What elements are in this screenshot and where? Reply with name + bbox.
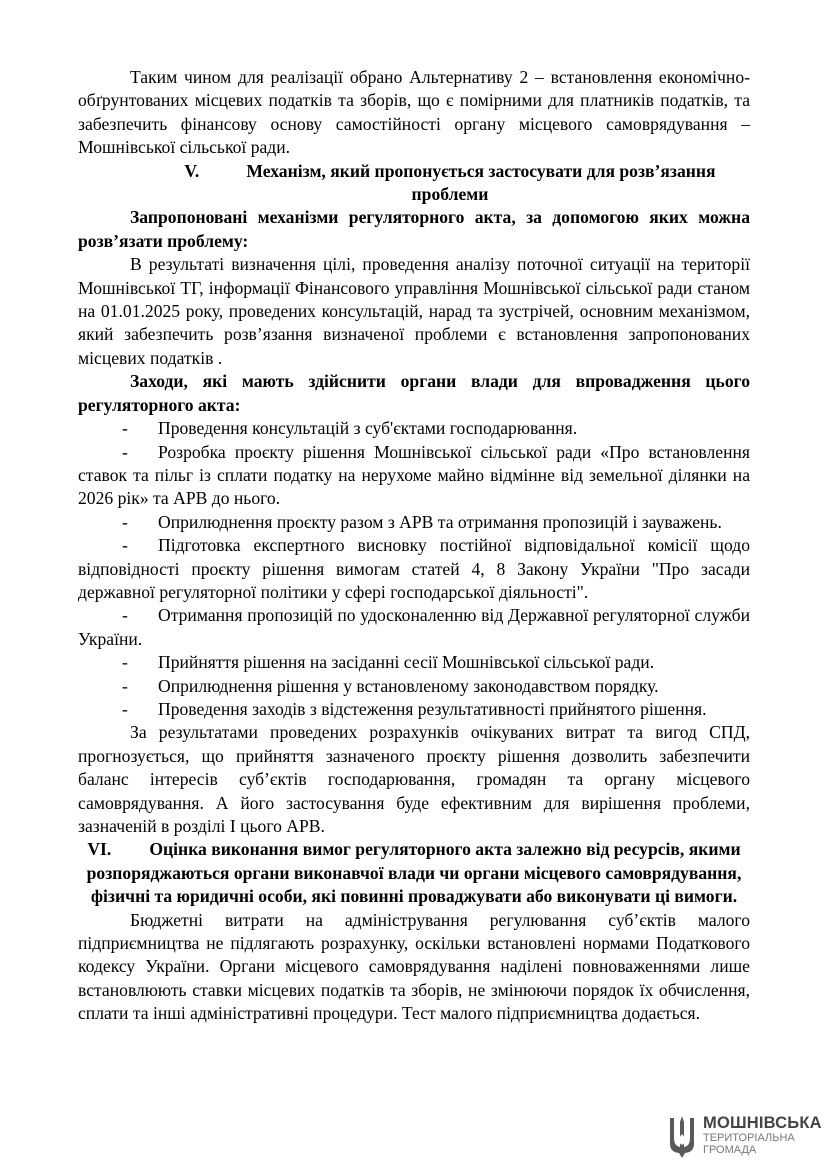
list-item-text: Проведення заходів з відстеження результативності прийнятого рішення.	[158, 698, 707, 719]
section-vi-number: VI.	[87, 839, 112, 860]
paragraph-alternative: Таким чином для реалізації обрано Альтернативу 2 – встановлення економічно-обґрунтованих місцевих податків та зборів, що є помірними для платників податків, та забезпечить фінансову основу самостійності органу місцевого самоврядування – Мошнівської сільської ради.	[78, 67, 750, 158]
paragraph-results: За результатами проведених розрахунків очікуваних витрат та вигод СПД, прогнозується, що прийняття зазначеного проєкту рішення дозволить забезпечити баланс інтересів суб’єктів господарювання, громадян та органу місцевого самоврядування. А його застосування буде ефективним для вирішення проблеми, зазначеній в розділі І цього АРВ.	[78, 722, 750, 836]
paragraph-budget: Бюджетні витрати на адміністрування регулювання суб’єктів малого підприємництва не підлягають розрахунку, оскільки встановлені нормами Податкового кодексу України. Органи місцевого самоврядування наділені повноваженнями лише встановлюють ставки місцевих податків та зборів, не змінюючи порядок їх обчислення, сплати та інші адміністративні процедури. Тест малого підприємництва додається.	[78, 909, 750, 1024]
list-item	[78, 511, 750, 534]
section-v-title: Механізм, який пропонується застосувати для розв’язання проблеми	[246, 160, 716, 205]
measures-list	[78, 417, 750, 721]
list-item-text: Підготовка експертного висновку постійної відповідальної комісії щодо відповідності проєкту рішення вимогам статей 4, 8 Закону України "Про засади державної регуляторної політики у сфері господарської діяльності".	[78, 535, 750, 602]
section-v-number: V.	[184, 160, 200, 181]
paragraph-mechanism: В результаті визначення цілі, проведення аналізу поточної ситуації на території Мошнівської ТГ, інформації Фінансового управління Мошнівської сільської ради станом на 01.01.2025 року, проведених консультацій, нарад та зустрічей, основним механізмом, який забезпечить розв’язання визначеної проблеми є встановлення запропонованих місцевих податків .	[78, 254, 750, 368]
list-item	[78, 604, 750, 651]
list-dash: -	[122, 535, 128, 556]
list-item-text: Розробка проєкту рішення Мошнівської сільської ради «Про встановлення ставок та пільг із сплати податку на нерухоме майно відмінне від земельної ділянки на 2026 рік» та АРВ до нього.	[78, 441, 750, 509]
document-page	[78, 66, 750, 1026]
list-dash: -	[122, 418, 128, 439]
list-item	[78, 534, 750, 604]
list-item	[78, 675, 750, 698]
list-item	[78, 698, 750, 721]
list-item-text: Оприлюднення рішення у встановленому законодавством порядку.	[158, 675, 659, 696]
list-dash: -	[122, 441, 128, 462]
section-vi-title: Оцінка виконання вимог регуляторного акта залежно від ресурсів, якими розпоряджаються органи виконавчої влади чи органи місцевого самоврядування, фізичні та юридичні особи, які повинні проваджувати або виконувати ці вимоги.	[86, 839, 742, 907]
list-item-text: Оприлюднення проєкту разом з АРВ та отримання пропозицій і зауважень.	[158, 511, 722, 532]
logo-line-1: МОШНІВСЬКА	[703, 1114, 822, 1132]
list-item	[78, 651, 750, 674]
community-logo	[667, 1108, 822, 1160]
list-item	[78, 417, 750, 440]
list-dash: -	[122, 675, 128, 696]
list-item-text: Прийняття рішення на засіданні сесії Мошнівської сільської ради.	[158, 652, 655, 673]
section-v-heading	[78, 160, 750, 207]
logo-text	[703, 1115, 822, 1156]
list-item-text: Проведення консультацій з суб'єктами господарювання.	[158, 418, 578, 439]
list-dash: -	[122, 511, 128, 532]
section-vi-heading	[78, 838, 750, 908]
logo-line-2: ТЕРИТОРІАЛЬНА	[703, 1132, 795, 1144]
subheading-mechanisms: Запропоновані механізми регуляторного акта, за допомогою яких можна розв’язати проблему:	[78, 207, 750, 251]
list-item	[78, 441, 750, 511]
list-dash: -	[122, 605, 128, 626]
list-dash: -	[122, 652, 128, 673]
trident-icon	[667, 1114, 697, 1160]
logo-line-3: ГРОМАДА	[703, 1144, 757, 1156]
list-dash: -	[122, 698, 128, 719]
list-item-text: Отримання пропозицій по удосконаленню від Державної регуляторної служби України.	[78, 605, 750, 649]
subheading-measures: Заходи, які мають здійснити органи влади для впровадження цього регуляторного акта:	[78, 371, 750, 415]
